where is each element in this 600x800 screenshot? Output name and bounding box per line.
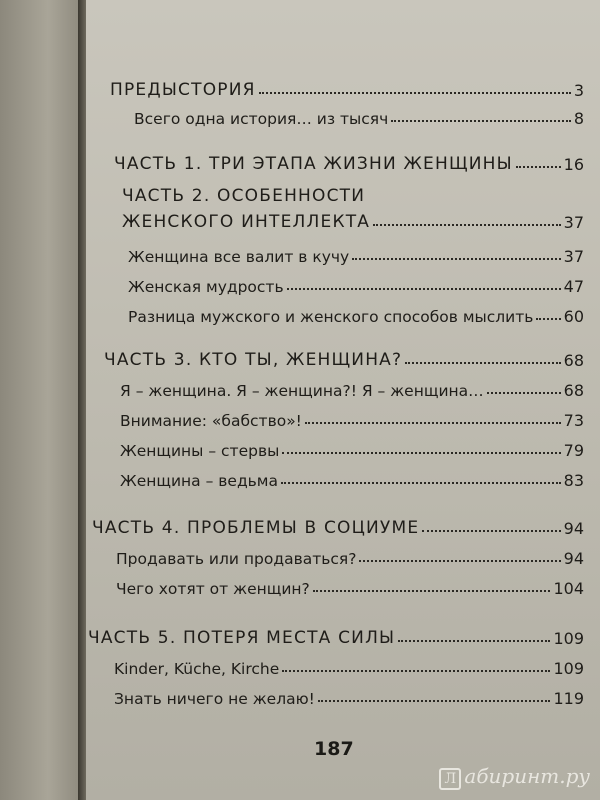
toc-entry-page: 73 [563, 411, 584, 430]
toc-entry-page: 68 [563, 381, 584, 400]
toc-entry-title: ЧАСТЬ 4. ПРОБЛЕМЫ В СОЦИУМЕ [92, 518, 420, 538]
toc-entry-page: 83 [563, 471, 584, 490]
toc-entry [120, 406, 584, 430]
toc-entry-title: Всего одна история… из тысяч [134, 110, 389, 128]
toc-entry [114, 684, 584, 708]
toc-entry-part5 [88, 624, 584, 648]
toc-entry [128, 242, 584, 266]
toc-entry-title: Продавать или продаваться? [116, 550, 357, 568]
toc-entry-page: 47 [563, 277, 584, 296]
book-page [86, 0, 600, 800]
toc-entry-title: Разница мужского и женского способов мыслить [128, 308, 534, 326]
toc-entry-page: 94 [563, 549, 584, 568]
toc-entry [116, 574, 584, 598]
dot-leader [373, 224, 561, 226]
toc-entry-page: 3 [573, 81, 584, 100]
toc-entry-one-story [134, 104, 584, 128]
toc-entry-title: Я – женщина. Я – женщина?! Я – женщина… [120, 382, 484, 400]
toc-entry-part1 [114, 150, 584, 174]
toc-entry [128, 302, 584, 326]
dot-leader [259, 92, 571, 94]
dot-leader [287, 288, 561, 290]
toc-entry-title: Женская мудрость [128, 278, 284, 296]
toc-entry-title: Kinder, Küche, Kirche [114, 660, 280, 678]
dot-leader [398, 640, 550, 642]
toc-entry-page: 8 [573, 109, 584, 128]
dot-leader [487, 392, 561, 394]
adjacent-page [0, 0, 80, 800]
toc-entry-title: Внимание: «бабство»! [120, 412, 302, 430]
toc-entry-title: ЧАСТЬ 5. ПОТЕРЯ МЕСТА СИЛЫ [88, 628, 396, 648]
toc-entry [120, 466, 584, 490]
dot-leader [405, 362, 560, 364]
toc-entry-page: 60 [563, 307, 584, 326]
toc-entry-page: 68 [563, 351, 584, 370]
dot-leader [536, 318, 560, 320]
dot-leader [282, 670, 550, 672]
toc-entry [120, 376, 584, 400]
toc-entry-prehistory [110, 76, 584, 100]
toc-entry [120, 436, 584, 460]
toc-entry-title: Женщина все валит в кучу [128, 248, 350, 266]
toc-entry-page: 104 [553, 579, 584, 598]
dot-leader [282, 452, 560, 454]
dot-leader [318, 700, 551, 702]
toc-entry [116, 544, 584, 568]
toc-entry-part4 [92, 514, 584, 538]
dot-leader [305, 422, 561, 424]
dot-leader [516, 166, 561, 168]
dot-leader [359, 560, 560, 562]
dot-leader [313, 590, 551, 592]
toc-entry-title: Женщина – ведьма [120, 472, 278, 490]
toc-entry-page: 119 [553, 689, 584, 708]
toc-entry-part3 [104, 346, 584, 370]
dot-leader [422, 530, 560, 532]
toc-entry [128, 272, 584, 296]
toc-entry-part2-line1: ЧАСТЬ 2. ОСОБЕННОСТИ [122, 186, 366, 206]
toc-entry-page: 109 [553, 629, 584, 648]
toc-entry-page: 109 [553, 659, 584, 678]
toc-entry-page: 37 [563, 213, 584, 232]
toc-entry-page: 94 [563, 519, 584, 538]
toc-entry-page: 16 [563, 155, 584, 174]
toc-entry-title: ЖЕНСКОГО ИНТЕЛЛЕКТА [122, 212, 371, 232]
toc-entry-part2 [122, 208, 584, 232]
toc-entry-title: ЧАСТЬ 1. ТРИ ЭТАПА ЖИЗНИ ЖЕНЩИНЫ [114, 154, 513, 174]
labirint-logo-icon: Л [439, 768, 461, 790]
toc-entry-page: 79 [563, 441, 584, 460]
toc-entry [114, 654, 584, 678]
toc-entry-page: 37 [563, 247, 584, 266]
toc-entry-title: Знать ничего не желаю! [114, 690, 315, 708]
toc-entry-title: Женщины – стервы [120, 442, 280, 460]
dot-leader [281, 482, 561, 484]
dot-leader [391, 120, 571, 122]
toc-entry-title: Чего хотят от женщин? [116, 580, 310, 598]
dot-leader [352, 258, 560, 260]
toc-entry-title: ЧАСТЬ 3. КТО ТЫ, ЖЕНЩИНА? [104, 350, 403, 370]
watermark [439, 764, 590, 790]
table-of-contents [86, 0, 600, 800]
watermark-text: абиринт.ру [464, 764, 590, 788]
page-number: 187 [314, 738, 354, 760]
toc-entry-title: ПРЕДЫСТОРИЯ [110, 80, 256, 100]
book-gutter [78, 0, 86, 800]
